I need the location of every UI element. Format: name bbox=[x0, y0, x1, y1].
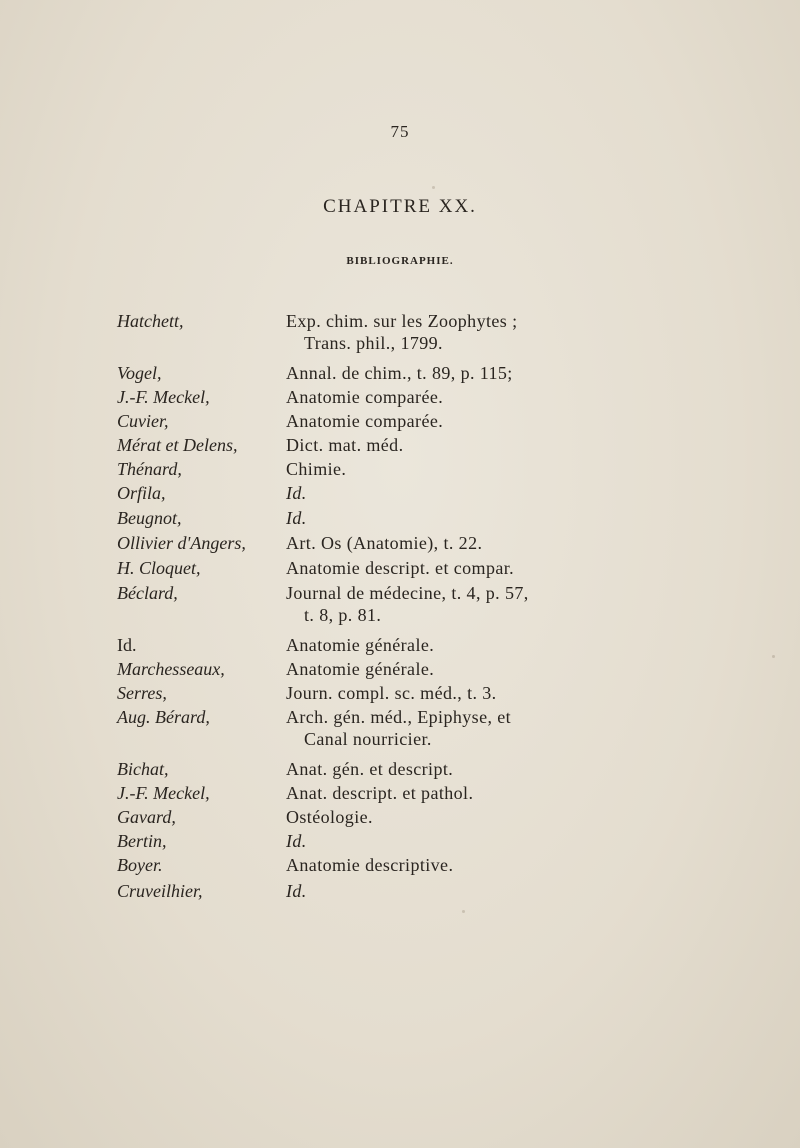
entry-reference: Anat. descript. et pathol. bbox=[286, 783, 474, 803]
entry-author: Cuvier, bbox=[117, 411, 169, 431]
entry-author: H. Cloquet, bbox=[117, 558, 201, 578]
entry-author: Beugnot, bbox=[117, 508, 182, 528]
entry-reference: Journ. compl. sc. méd., t. 3. bbox=[286, 683, 497, 703]
section-title: BIBLIOGRAPHIE. bbox=[346, 255, 454, 267]
entry-author: Thénard, bbox=[117, 459, 182, 479]
entry-author: Bichat, bbox=[117, 759, 169, 779]
entry-reference-line: Journal de médecine, t. 4, p. 57, bbox=[286, 583, 529, 603]
entry-reference: Anatomie descript. et compar. bbox=[286, 558, 515, 578]
entry-reference-line: Arch. gén. méd., Epiphyse, et bbox=[286, 707, 512, 727]
entry-reference: Anatomie descriptive. bbox=[286, 855, 454, 875]
paper-foxing-spot bbox=[772, 655, 775, 658]
entry-reference: Id. bbox=[286, 508, 307, 528]
chapter-title: CHAPITRE XX. bbox=[323, 196, 477, 217]
entry-reference: Anat. gén. et descript. bbox=[286, 759, 454, 779]
page-number: 75 bbox=[390, 122, 410, 141]
entry-reference: Art. Os (Anatomie), t. 22. bbox=[286, 533, 483, 553]
entry-reference bbox=[286, 310, 517, 354]
entry-author: Hatchett, bbox=[117, 311, 184, 331]
entry-author: Orfila, bbox=[117, 483, 166, 503]
entry-reference: Ostéologie. bbox=[286, 807, 373, 827]
entry-reference-continuation: Trans. phil., 1799. bbox=[304, 333, 443, 353]
entry-author: Ollivier d'Angers, bbox=[117, 533, 246, 553]
entry-author: Bertin, bbox=[117, 831, 167, 851]
entry-reference: Anatomie comparée. bbox=[286, 387, 444, 407]
entry-author: Aug. Bérard, bbox=[117, 707, 210, 727]
entry-reference: Id. bbox=[286, 881, 307, 901]
entry-reference: Chimie. bbox=[286, 459, 347, 479]
paper-foxing-spot bbox=[432, 186, 435, 189]
entry-author: Serres, bbox=[117, 683, 167, 703]
entry-reference: Id. bbox=[286, 831, 307, 851]
entry-author: Vogel, bbox=[117, 363, 162, 383]
entry-reference: Dict. mat. méd. bbox=[286, 435, 404, 455]
entry-author: Cruveilhier, bbox=[117, 881, 203, 901]
entry-reference-continuation: t. 8, p. 81. bbox=[304, 605, 382, 625]
entry-reference-continuation: Canal nourricier. bbox=[304, 729, 432, 749]
entry-reference: Anatomie générale. bbox=[286, 659, 435, 679]
entry-reference bbox=[286, 582, 529, 626]
paper-foxing-spot bbox=[462, 910, 465, 913]
entry-reference: Annal. de chim., t. 89, p. 115; bbox=[286, 363, 513, 383]
entry-reference: Anatomie générale. bbox=[286, 635, 435, 655]
entry-reference bbox=[286, 706, 511, 750]
entry-reference: Anatomie comparée. bbox=[286, 411, 444, 431]
entry-author: Béclard, bbox=[117, 583, 178, 603]
entry-author: Boyer. bbox=[117, 855, 163, 875]
entry-author: Marchesseaux, bbox=[117, 659, 225, 679]
entry-author: J.-F. Meckel, bbox=[117, 783, 210, 803]
entry-author: J.-F. Meckel, bbox=[117, 387, 210, 407]
entry-author: Gavard, bbox=[117, 807, 176, 827]
entry-reference: Id. bbox=[286, 483, 307, 503]
entry-author: Id. bbox=[117, 635, 137, 655]
entry-reference-line: Exp. chim. sur les Zoophytes ; bbox=[286, 311, 518, 331]
entry-author: Mérat et Delens, bbox=[117, 435, 238, 455]
